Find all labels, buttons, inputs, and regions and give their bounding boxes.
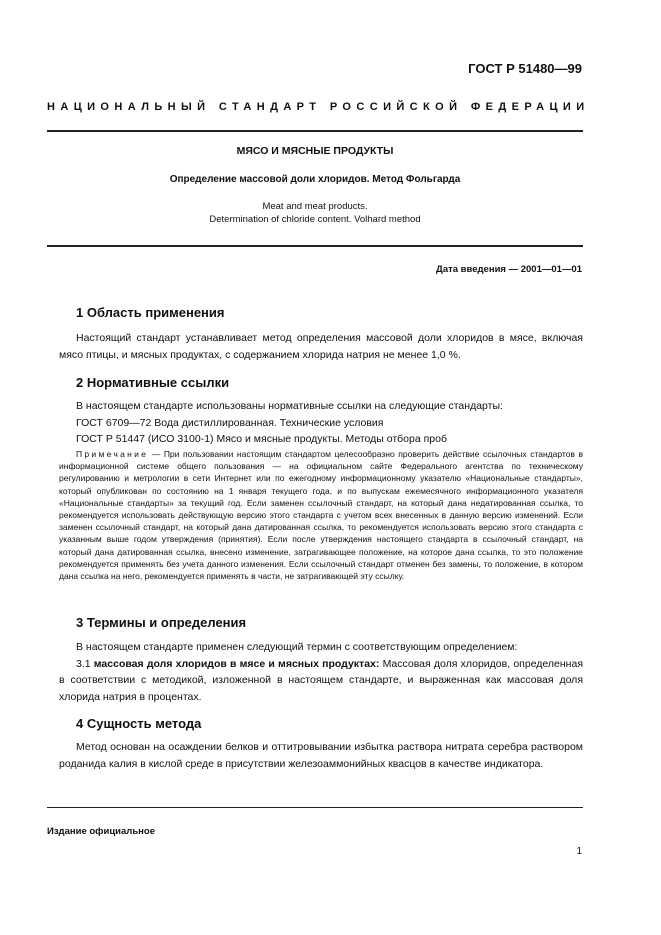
section-4-text xyxy=(59,739,583,772)
section-1-heading: 1 Область применения xyxy=(76,305,225,320)
page-number: 1 xyxy=(576,846,582,857)
footer-rule xyxy=(47,807,583,808)
section-3-text xyxy=(59,639,583,705)
section-3-heading: 3 Термины и определения xyxy=(76,615,247,630)
note-text: — При пользовании настоящим стандартом целесообразно проверить действие ссылочных стандартов в информационной системе общего пользования — на официальном сайте Федерального агентства по техническому регулированию и метрологии в сети Интернет или по ежегодному информационному указателю «Национальные стандарты», который опубликован по состоянию на 1 января текущего года, и по выпускам ежемесячного информационного указателя «Национальные стандарты» за текущий год. Если заменен ссылочный стандарт, на который дана недатированная ссылка, то рекомендуется использовать действующую версию этого стандарта с учетом всех внесенных в данную версию изменений. Если заменен ссылочный стандарт, на который дана датированная ссылка, то рекомендуется использовать версию этого стандарта с указанным выше годом утверждения (принятия). Если после утверждения настоящего стандарта в ссылочный стандарт, на который дана датированная ссылка, внесено изменение, затрагивающее положение, на которое дана ссылка, то это положение рекомендуется применять без учета данного изменения. Если ссылочный стандарт отменен без замены, то положение, в котором дана ссылка на него, рекомендуется применять в части, не затрагивающей эту ссылку. xyxy=(59,449,583,582)
title-bottom-rule xyxy=(47,245,583,247)
section-1-paragraph: Настоящий стандарт устанавливает метод определения массовой доли хлоридов в мясе, включая мясо птицы, и мясных продуктах, с содержанием хлорида натрия не менее 1,0 %. xyxy=(59,332,583,361)
document-title: МЯСО И МЯСНЫЕ ПРОДУКТЫ xyxy=(236,145,394,157)
reference-gost-51447: ГОСТ Р 51447 (ИСО 3100-1) Мясо и мясные продукты. Методы отбора проб xyxy=(76,433,447,445)
national-standard-heading: НАЦИОНАЛЬНЫЙ СТАНДАРТ РОССИЙСКОЙ ФЕДЕРАЦИИ xyxy=(47,101,590,113)
document-subtitle: Определение массовой доли хлоридов. Метод Фольгарда xyxy=(169,174,461,185)
section-2-intro: В настоящем стандарте использованы нормативные ссылки на следующие стандарты: xyxy=(76,400,503,412)
section-3-intro: В настоящем стандарте применен следующий термин с соответствующим определением: xyxy=(76,641,518,653)
top-rule xyxy=(47,130,583,132)
section-1-text xyxy=(59,330,583,363)
term-number: 3.1 xyxy=(76,657,94,670)
english-title-line2: Determination of chloride content. Volhard method xyxy=(209,213,421,225)
note-label: Примечание xyxy=(76,449,149,459)
term-definition-3-1 xyxy=(59,656,583,706)
section-4-paragraph: Метод основан на осаждении белков и оттитровывании избытка раствора нитрата серебра раствором роданида калия в кислой среде в присутствии железоаммонийных квасцов в качестве индикатора. xyxy=(59,741,583,770)
term-name: массовая доля хлоридов в мясе и мясных продуктах: xyxy=(93,657,380,670)
section-4-heading: 4 Сущность метода xyxy=(76,716,202,731)
gost-number: ГОСТ Р 51480—99 xyxy=(468,61,582,76)
official-edition-label: Издание официальное xyxy=(47,826,155,837)
section-2-heading: 2 Нормативные ссылки xyxy=(76,375,230,390)
introduction-date: Дата введения — 2001—01—01 xyxy=(436,264,582,275)
english-title-line1: Meat and meat products. xyxy=(262,201,368,212)
references-note xyxy=(59,448,583,582)
english-title xyxy=(47,201,583,226)
term-definition: Массовая доля хлоридов, определенная в соответствии с методикой, изложенной в настоящем стандарте, и выраженная как массовая доля хлорида натрия в процентах. xyxy=(59,657,584,703)
section-2-text xyxy=(59,398,583,448)
reference-gost-6709: ГОСТ 6709—72 Вода дистиллированная. Технические условия xyxy=(76,416,384,429)
